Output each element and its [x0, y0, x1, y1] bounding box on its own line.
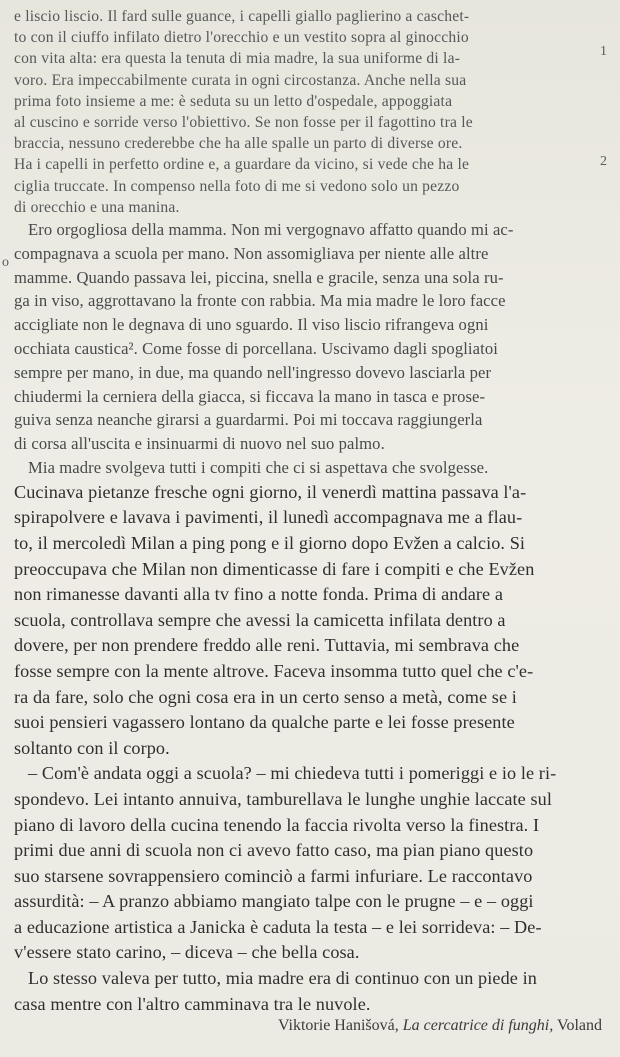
text-line: soltanto con il corpo.: [14, 737, 170, 758]
text-line: assurdità: – A pranzo abbiamo mangiato talpe con le prugne – e – oggi: [14, 891, 534, 912]
text-line: ra da fare, solo che ogni cosa era in un certo senso a metà, come se i: [14, 686, 517, 707]
text-line: a educazione artistica a Janicka è caduta la testa – e lei sorrideva: – De-: [14, 916, 542, 937]
text-line: Ha i capelli in perfetto ordine e, a guardare da vicino, si vede che ha le: [14, 156, 470, 174]
text-line: suo starsene sovrappensiero cominciò a farmi infuriare. Le raccontavo: [14, 865, 533, 886]
text-line: di orecchio e una manina.: [14, 198, 180, 216]
text-line: al cuscino e sorride verso l'obiettivo. Se non fosse per il fagottino tra le: [14, 114, 473, 132]
text-line: compagnava a scuola per mano. Non assomigliava per niente alle altre: [14, 243, 489, 263]
margin-note-number: 2: [600, 154, 607, 169]
text-line: guiva senza neanche girarsi a guardarmi. Poi mi toccava raggiungerla: [14, 410, 483, 430]
text-line: braccia, nessuno crederebbe che ha alle spalle un parto di diverse ore.: [14, 135, 463, 153]
text-line: sempre per mano, in due, ma quando nell'ingresso dovevo lasciarla per: [14, 362, 492, 382]
text-line: prima foto insieme a me: è seduta su un letto d'ospedale, appoggiata: [14, 92, 453, 110]
text-line: preoccupava che Milan non dimenticasse di fare i compiti e che Evžen: [14, 558, 535, 579]
text-line: mamme. Quando passava lei, piccina, snella e gracile, senza una sola ru-: [14, 267, 504, 287]
text-line: Cucinava pietanze fresche ogni giorno, il venerdì mattina passava l'a-: [14, 481, 527, 502]
text-line: accigliate non le degnava di uno sguardo. Il viso liscio rifrangeva ogni: [14, 315, 489, 335]
text-line: suoi pensieri vagassero lontano da qualche parte e lei fosse presente: [14, 712, 515, 733]
text-line: ga in viso, aggrottavano la fronte con rabbia. Ma mia madre le loro facce: [14, 291, 506, 311]
text-line: con vita alta: era questa la tenuta di mia madre, la sua uniforme di la-: [14, 50, 461, 68]
source-credit: [278, 1017, 602, 1035]
text-line: Mia madre svolgeva tutti i compiti che ci si aspettava che svolgesse.: [28, 458, 489, 477]
credit-book-title: La cercatrice di funghi,: [402, 1017, 554, 1034]
margin-note-number: 1: [600, 44, 607, 59]
text-line: spirapolvere e lavava i pavimenti, il lunedì accompagnava me a flau-: [14, 507, 523, 528]
credit-publisher: Voland: [556, 1017, 602, 1034]
text-line: primi due anni di scuola non ci avevo fatto caso, ma pian piano questo: [14, 840, 534, 861]
text-line: occhiata caustica². Come fosse di porcellana. Uscivamo dagli spogliatoi: [14, 339, 498, 359]
passage-text: [14, 6, 610, 1017]
text-line: scuola, controllava sempre che avessi la camicetta infilata dentro a: [14, 609, 506, 630]
text-line: fosse sempre con la mente altrove. Faceva insomma tutto quel che c'e-: [14, 660, 534, 681]
text-line: dovere, per non prendere freddo alle reni. Tuttavia, mi sembrava che: [14, 635, 520, 656]
text-line: to con il ciuffo infilato dietro l'orecchio e un vestito sopra al ginocchio: [14, 29, 469, 47]
text-line: non rimanesse davanti alla tv fino a notte fonda. Prima di andare a: [14, 584, 504, 605]
text-line: v'essere stato carino, – diceva – che bella cosa.: [14, 942, 360, 963]
text-line: to, il mercoledì Milan a ping pong e il giorno dopo Evžen a calcio. Si: [14, 532, 526, 553]
text-line: ciglia truccate. In compenso nella foto di me si vedono solo un pezzo: [14, 177, 460, 195]
text-line: di corsa all'uscita e insinuarmi di nuovo nel suo palmo.: [14, 434, 385, 454]
credit-author: Viktorie Hanišová,: [277, 1017, 399, 1034]
text-line: piano di lavoro della cucina tenendo la faccia rivolta verso la finestra. I: [14, 814, 540, 835]
text-line: e liscio liscio. Il fard sulle guance, i capelli giallo paglierino a caschet-: [14, 8, 470, 25]
text-line: spondevo. Lei intanto annuiva, tamburellava le lunghe unghie laccate sul: [14, 788, 553, 809]
text-line: chiudermi la cerniera della giacca, si ficcava la mano in tasca e prose-: [14, 386, 486, 406]
text-line: Lo stesso valeva per tutto, mia madre era di continuo con un piede in: [28, 968, 537, 989]
text-line: voro. Era impeccabilmente curata in ogni circostanza. Anche nella sua: [14, 71, 467, 89]
text-line: casa mentre con l'altro camminava tra le nuvole.: [14, 993, 371, 1014]
margin-bullet-mark: o: [2, 255, 9, 270]
text-line: Ero orgogliosa della mamma. Non mi vergognavo affatto quando mi ac-: [28, 220, 514, 240]
text-line: – Com'è andata oggi a scuola? – mi chiedeva tutti i pomeriggi e io le ri-: [28, 763, 557, 784]
